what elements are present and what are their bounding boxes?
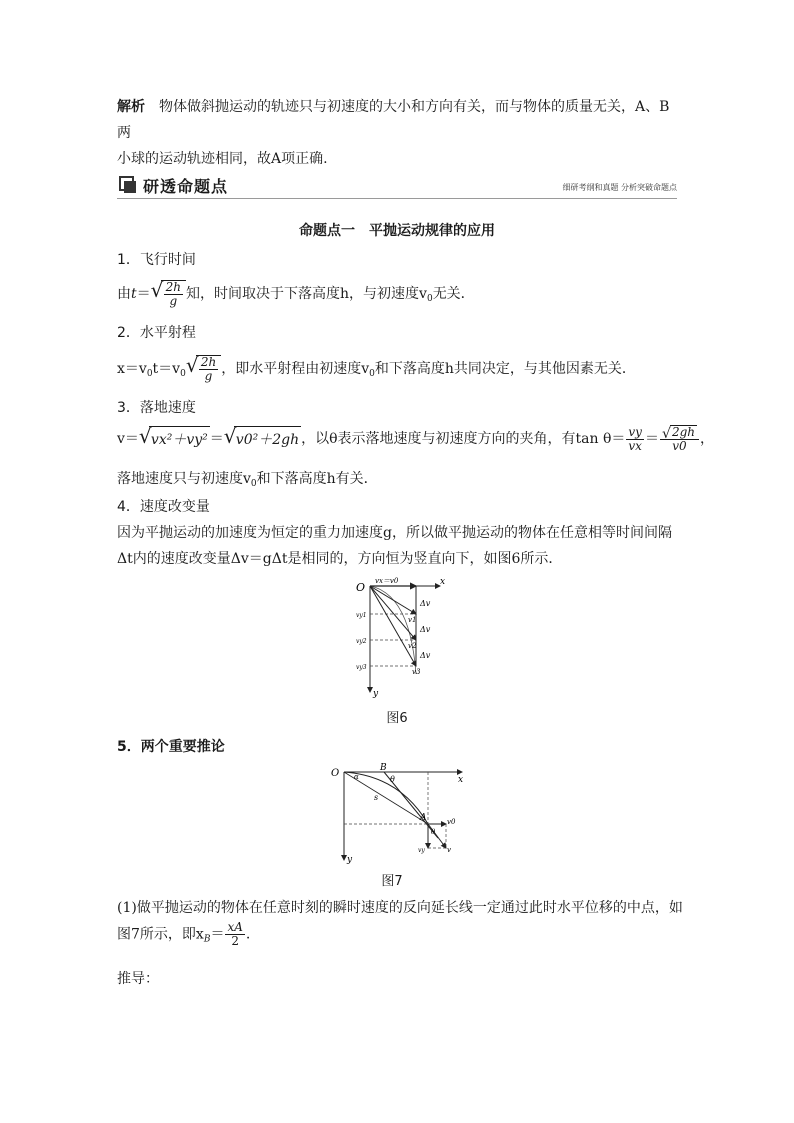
analysis-text-line2: 小球的运动轨迹相同，故A项正确. — [117, 151, 328, 167]
analysis-paragraph — [117, 94, 682, 172]
svg-text:Δv: Δv — [420, 651, 431, 660]
sqrt-expression: √ $\frac{2h}{g}$ — [186, 355, 221, 383]
figure-7-diagram — [330, 762, 470, 864]
section-subtitle: 细研考纲和真题 分析突破命题点 — [562, 183, 677, 192]
svg-text:vy1: vy1 — [356, 612, 367, 619]
sqrt-expression: √ $\frac{2h}{g}$ — [151, 280, 186, 308]
conclusion-paragraph: (1)做平抛运动的物体在任意时刻的瞬时速度的反向延长线一定通过此时水平位移的中点，如 图7所示，即$x_B=$ $\frac{xA}{2}$ . — [117, 900, 683, 948]
svg-text:θ: θ — [431, 828, 436, 836]
origin-label: O — [331, 768, 340, 779]
item-2-body: $x=v_0t=v_0$ √ $\frac{2h}{g}$ ，即水平射程由初速度$v_0$和下落高度h共同决定，与其他因素无关． — [117, 353, 636, 383]
figure-6-diagram — [350, 574, 450, 698]
svg-text:v1: v1 — [408, 616, 417, 624]
item-4-title: 4．速度改变量 — [117, 499, 210, 515]
svg-text:v2: v2 — [408, 642, 417, 650]
item-1-body: 由t＝ √ $\frac{2h}{g}$ 知，时间取决于下落高度h，与初速度$v_0$无关． — [117, 278, 475, 308]
figure-6-caption: 图6 — [386, 711, 408, 726]
item-5-title: 5．两个重要推论 — [117, 739, 225, 755]
derivation-label: 推导： — [117, 971, 159, 987]
figure-7-caption: 图7 — [381, 874, 403, 889]
svg-text:B: B — [380, 763, 387, 773]
svg-text:x: x — [440, 577, 446, 587]
svg-text:y: y — [373, 689, 379, 698]
analysis-label: 解析 — [117, 99, 145, 115]
svg-text:v3: v3 — [412, 668, 421, 676]
svg-text:v0: v0 — [447, 818, 456, 826]
svg-text:Δv: Δv — [420, 599, 431, 608]
svg-text:Δv: Δv — [420, 625, 431, 634]
item-3-line2: 落地速度只与初速度$v_0$和下落高度h有关． — [117, 471, 378, 489]
v1-vector — [370, 586, 416, 614]
item-4-body: 因为平抛运动的加速度为恒定的重力加速度g，所以做平抛运动的物体在任意相等时间间隔 Δt内的速度改变量Δv＝gΔt是相同的，方向恒为竖直向下，如图6所示． — [117, 525, 672, 567]
item-2-title: 2．水平射程 — [117, 325, 196, 341]
svg-text:x: x — [458, 775, 464, 785]
svg-text:vy: vy — [418, 847, 425, 854]
v2-vector — [370, 586, 416, 640]
section-header — [117, 174, 677, 199]
svg-text:y: y — [347, 855, 353, 864]
item-3-title: 3．落地速度 — [117, 400, 196, 416]
section-stack-icon — [119, 176, 135, 192]
svg-text:α: α — [354, 773, 359, 781]
vx-label: vx＝v0 — [375, 577, 399, 585]
svg-text:v: v — [447, 846, 451, 854]
analysis-text-line1: 物体做斜抛运动的轨迹只与初速度的大小和方向有关，而与物体的质量无关，A、B两 — [117, 99, 670, 141]
svg-text:vy3: vy3 — [356, 664, 367, 671]
svg-text:θ: θ — [390, 775, 395, 784]
svg-text:A: A — [420, 813, 427, 823]
svg-text:s: s — [374, 793, 379, 802]
item-3-body: v＝ √ vx²＋vy² ＝ √ v0²＋2gh ，以θ表示落地速度与初速度方向的夹角，有tan θ＝ $\frac{vy}{vx}$ ＝ √ 2gh v0 ， — [117, 423, 715, 453]
sqrt-expression: √ v0²＋2gh — [224, 426, 301, 453]
sqrt-expression: √ vx²＋vy² — [139, 426, 210, 453]
v3-vector — [370, 586, 416, 666]
origin-label: O — [356, 581, 366, 594]
svg-text:vy2: vy2 — [356, 638, 367, 645]
item-1-title: 1．飞行时间 — [117, 252, 196, 268]
topic-heading: 命题点一 平抛运动规律的应用 — [299, 223, 495, 239]
section-title: 研透命题点 — [143, 177, 229, 196]
